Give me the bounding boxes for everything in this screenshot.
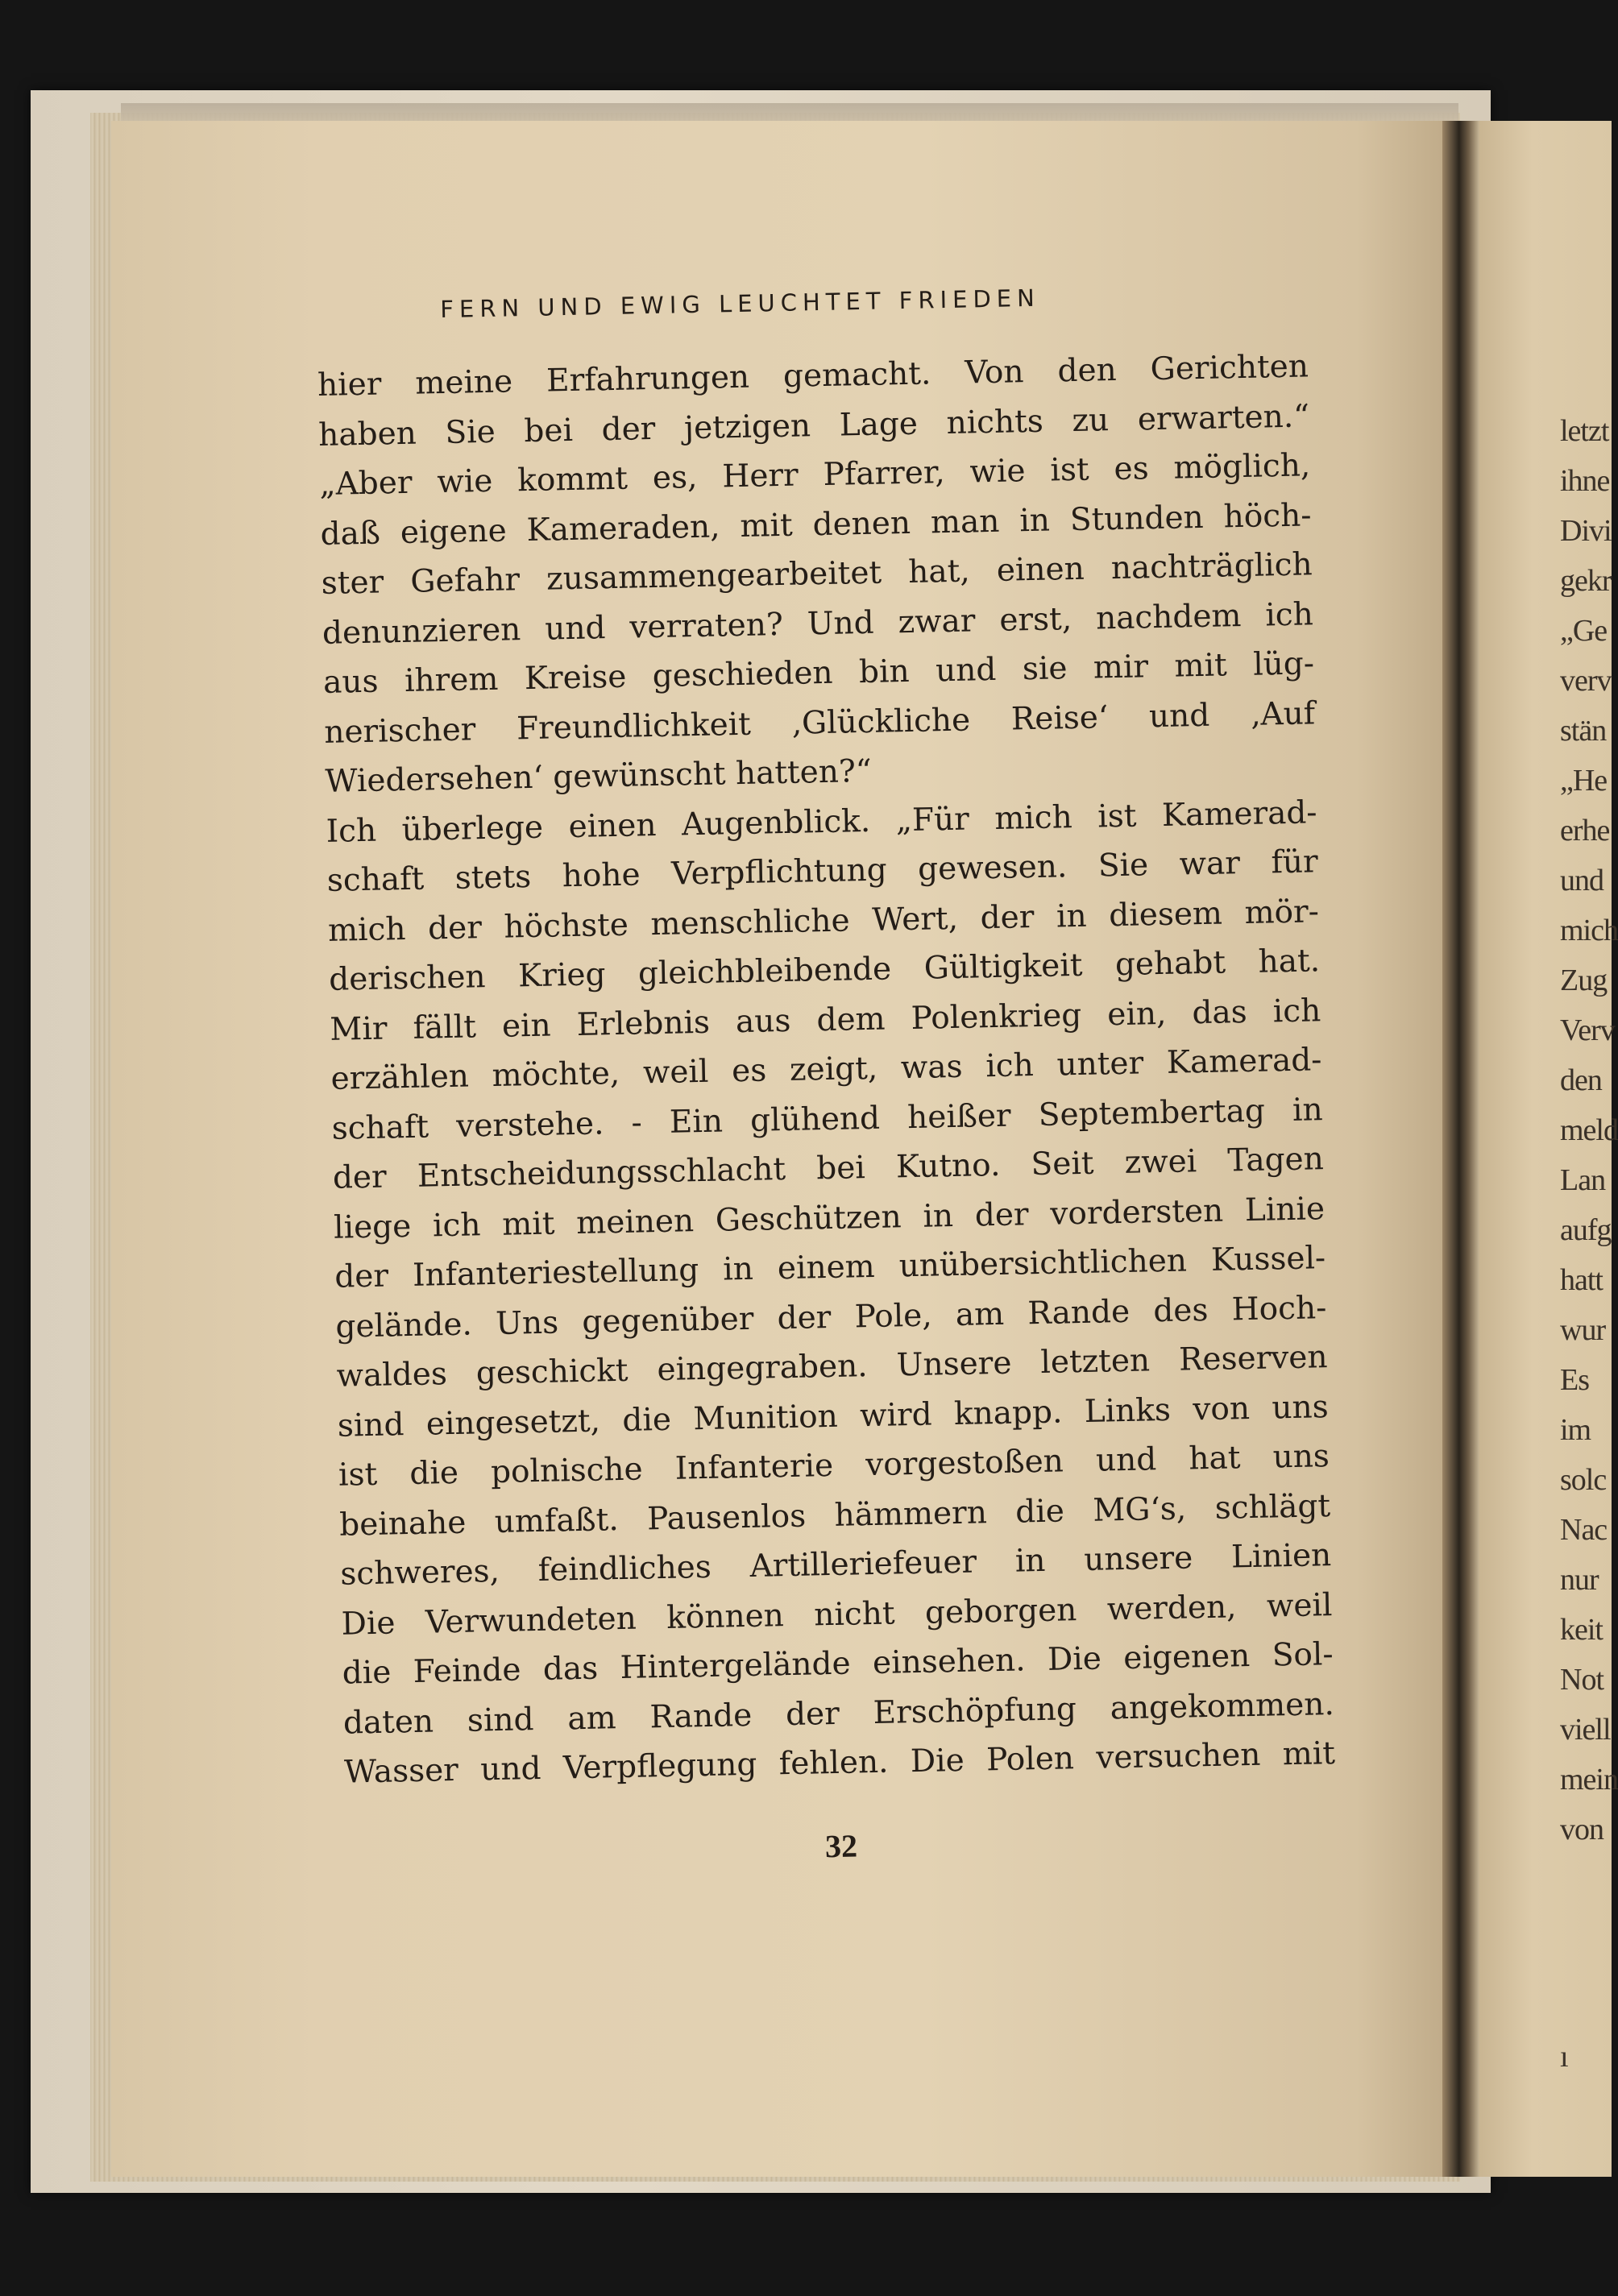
- next-page-fragment: Lan: [1560, 1163, 1606, 1197]
- text-line: haben Sie bei der jetzigen Lage nichts zu erwarten.“: [317, 397, 1310, 454]
- text-line: gelände. Uns gegenüber der Pole, am Rande des Hoch-: [335, 1289, 1327, 1345]
- text-line: schaft verstehe. - Ein glühend heißer Septembertag in: [331, 1091, 1323, 1147]
- text-line: mich der höchste menschliche Wert, der in diesem mör-: [327, 893, 1320, 949]
- text-line: ster Gefahr zusammengearbeitet hat, einen nachträglich: [321, 546, 1313, 602]
- page-content: [316, 279, 1337, 1874]
- text-line: liege ich mit meinen Geschützen in der vordersten Linie: [333, 1190, 1326, 1246]
- next-page-fragment: „Ge: [1560, 614, 1608, 648]
- next-page-fragment: solc: [1560, 1463, 1607, 1497]
- next-page-mark: ı: [1560, 2040, 1568, 2074]
- next-page-fragment: Divi: [1560, 514, 1612, 548]
- text-line: die Feinde das Hintergelände einsehen. Die eigenen Sol-: [342, 1636, 1334, 1692]
- body-text: [317, 342, 1335, 1797]
- next-page-fragment: Verv: [1560, 1013, 1615, 1047]
- next-page-fragment: Zug: [1560, 964, 1608, 997]
- page-number: 32: [824, 1826, 858, 1864]
- text-line: erzählen möchte, weil es zeigt, was ich unter Kamerad-: [330, 1042, 1322, 1097]
- next-page-fragment: wur: [1560, 1313, 1606, 1347]
- text-line: der Entscheidungsschlacht bei Kutno. Seit zwei Tagen: [332, 1141, 1325, 1196]
- text-line: Wasser und Verpflegung fehlen. Die Polen versuchen mit: [343, 1735, 1336, 1791]
- next-page-fragment: und: [1560, 864, 1603, 897]
- next-page-fragment: keit: [1560, 1613, 1603, 1647]
- next-page-fragment: meld: [1560, 1113, 1618, 1147]
- next-page-fragment: ihne: [1560, 464, 1610, 498]
- text-line: ist die polnische Infanterie vorgestoßen und hat uns: [338, 1438, 1330, 1494]
- text-line: daten sind am Rande der Erschöpfung angekommen.: [342, 1685, 1335, 1742]
- text-line: schweres, feindliches Artilleriefeuer in unsere Linien: [339, 1537, 1332, 1593]
- next-page-fragment: nur: [1560, 1563, 1599, 1597]
- text-line: Wiedersehen‘ gewünscht hatten?“: [325, 752, 873, 800]
- next-page-fragment: Nac: [1560, 1513, 1608, 1547]
- next-page-fragment: den: [1560, 1063, 1602, 1097]
- next-page-fragment: letzt: [1560, 414, 1609, 448]
- text-line: hier meine Erfahrungen gemacht. Von den Gerichten: [317, 348, 1309, 404]
- text-line: „Aber wie kommt es, Herr Pfarrer, wie ist es möglich,: [319, 447, 1311, 503]
- text-line: Ich überlege einen Augenblick. „Für mich ist Kamerad-: [326, 794, 1317, 850]
- next-page-fragment: mein: [1560, 1763, 1618, 1797]
- text-line: denunzieren und verraten? Und zwar erst, nachdem ich: [322, 595, 1314, 652]
- next-page-fragment: Es: [1560, 1363, 1589, 1397]
- next-page-fragment: viell: [1560, 1713, 1611, 1747]
- text-line: sind eingesetzt, die Munition wird knapp. Links von uns: [337, 1388, 1330, 1444]
- text-line: beinahe umfaßt. Pausenlos hämmern die MG‘s, schlägt: [338, 1487, 1331, 1544]
- next-page-fragment: „He: [1560, 764, 1608, 798]
- next-page-fragment: Not: [1560, 1663, 1603, 1697]
- book-page-right: [1479, 121, 1618, 2177]
- text-line: Mir fällt ein Erlebnis aus dem Polenkrieg ein, das ich: [329, 992, 1321, 1048]
- running-head: FERN UND EWIG LEUCHTET FRIEDEN: [439, 284, 1041, 324]
- next-page-fragment: verv: [1560, 664, 1612, 698]
- text-line: derischen Krieg gleichbleibende Gültigkeit gehabt hat.: [328, 943, 1321, 998]
- next-page-fragment: erhe: [1560, 814, 1610, 848]
- text-line: schaft stets hohe Verpflichtung gewesen. Sie war für: [326, 843, 1319, 899]
- book-gutter: [1442, 121, 1479, 2177]
- next-page-fragment: im: [1560, 1413, 1591, 1447]
- text-line: waldes geschickt eingegraben. Unsere letzten Reserven: [336, 1339, 1328, 1395]
- text-line: aus ihrem Kreise geschieden bin und sie mir mit lüg-: [322, 645, 1315, 701]
- text-line: der Infanteriestellung in einem unübersichtlichen Kussel-: [334, 1240, 1326, 1295]
- next-page-fragment: hatt: [1560, 1263, 1603, 1297]
- text-line: Die Verwundeten können nicht geborgen werden, weil: [341, 1586, 1333, 1643]
- text-line: daß eigene Kameraden, mit denen man in Stunden höch-: [320, 496, 1312, 553]
- next-page-fragment: gekr: [1560, 564, 1612, 598]
- text-line: nerischer Freundlichkeit ‚Glückliche Reise‘ und ‚Auf: [323, 694, 1316, 751]
- next-page-fragment: mich: [1560, 914, 1618, 947]
- next-page-fragment: stän: [1560, 714, 1607, 748]
- next-page-fragment: aufg: [1560, 1213, 1612, 1247]
- next-page-fragment: von: [1560, 1813, 1603, 1846]
